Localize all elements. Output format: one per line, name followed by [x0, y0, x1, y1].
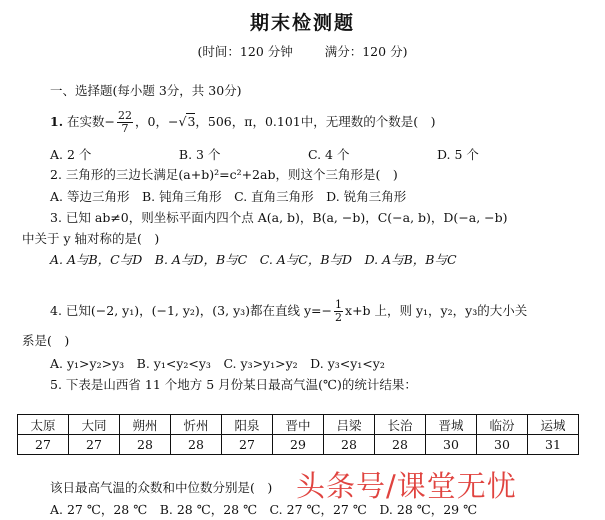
table-cell: 27: [222, 435, 273, 455]
table-cell: 27: [69, 435, 120, 455]
full-score: 满分：120 分): [324, 44, 408, 59]
q1-prefix: 在实数−: [67, 114, 116, 129]
table-cell: 长治: [375, 415, 426, 435]
table-row-places: [18, 415, 579, 435]
section-heading: 一、选择题(每小题 3分，共 30分): [50, 83, 242, 98]
q4-options: A. y₁>y₂>y₃ B. y₁<y₂<y₃ C. y₃>y₁>y₂ D. y₃<y₁<y₂: [50, 356, 385, 371]
q1-tail: ，506，π，0.1: [195, 114, 285, 129]
page-title: 期末检测题: [249, 12, 355, 34]
table-cell: 28: [120, 435, 171, 455]
q1-options: A. 2 个 B. 3 个 C. 4 个 D. 5 个: [50, 147, 479, 162]
q5-question: 该日最高气温的众数和中位数分别是( ): [50, 480, 273, 495]
table-cell: 30: [477, 435, 528, 455]
table-cell: 忻州: [171, 415, 222, 435]
table-cell: 30: [426, 435, 477, 455]
watermark: 头条号/课堂无忧: [296, 469, 517, 503]
time-limit: (时间：120 分钟: [197, 44, 293, 59]
q2-options: A. 等边三角形 B. 钝角三角形 C. 直角三角形 D. 锐角三角形: [50, 189, 407, 204]
question-4: [50, 299, 527, 324]
q3-options: A. A与B，C与D B. A与D，B与C C. A与C，B与D D. A与B，B与C: [50, 252, 457, 267]
q1-fraction: [117, 110, 133, 135]
table-cell: 28: [324, 435, 375, 455]
temperature-table: [17, 414, 579, 455]
table-cell: 吕梁: [324, 415, 375, 435]
question-5: 5. 下表是山西省 11 个地方 5 月份某日最高气温(℃)的统计结果：: [50, 377, 417, 392]
question-4-cont: 系是( ): [22, 333, 70, 348]
table-cell: 运城: [528, 415, 579, 435]
table-cell: 朔州: [120, 415, 171, 435]
exam-info: [0, 42, 605, 60]
table-cell: 晋中: [273, 415, 324, 435]
table-cell: 31: [528, 435, 579, 455]
q1-frac-num: 22: [118, 109, 133, 122]
q1-repeating: 01: [284, 114, 301, 129]
q1-mid: ，0，−: [135, 114, 179, 129]
table-cell: 29: [273, 435, 324, 455]
table-cell: 28: [171, 435, 222, 455]
q4-frac-den: 2: [335, 311, 343, 324]
q1-end: 中，无理数的个数是( ): [300, 114, 436, 129]
table-cell: 28: [375, 435, 426, 455]
q1-sqrt: 3: [187, 114, 196, 129]
table-cell: 太原: [18, 415, 69, 435]
question-2: 2. 三角形的三边长满足(a+b)²=c²+2ab，则这个三角形是( ): [50, 167, 398, 182]
table-cell: 大同: [69, 415, 120, 435]
table-cell: 晋城: [426, 415, 477, 435]
q5-options: A. 27 ℃，28 ℃ B. 28 ℃，28 ℃ C. 27 ℃，27 ℃ D. 28 ℃，29 ℃: [50, 502, 478, 517]
q1-frac-den: 7: [121, 122, 129, 135]
question-3-cont: 中关于 y 轴对称的是( ): [22, 231, 160, 246]
table-cell: 27: [18, 435, 69, 455]
table-row-temps: [18, 435, 579, 455]
table-cell: 阳泉: [222, 415, 273, 435]
q1-number: 1.: [50, 114, 64, 129]
q4-suffix: x+b 上，则 y₁，y₂，y₃的大小关: [345, 303, 528, 318]
table-cell: 临汾: [477, 415, 528, 435]
q4-prefix: 4. 已知(−2, y₁)，(−1, y₂)，(3, y₃)都在直线 y=−: [50, 303, 333, 318]
question-1: 1. 在实数− $\frac{22}{7}$ ，0，−√3，506，π，0.101中，无理数的个数是( ): [50, 109, 436, 135]
question-3: 3. 已知 ab≠0，则坐标平面内四个点 A(a, b)，B(a, −b)，C(−a, b)，D(−a, −b): [50, 210, 508, 225]
q4-fraction: [334, 299, 343, 324]
q4-frac-num: 1: [335, 298, 343, 311]
